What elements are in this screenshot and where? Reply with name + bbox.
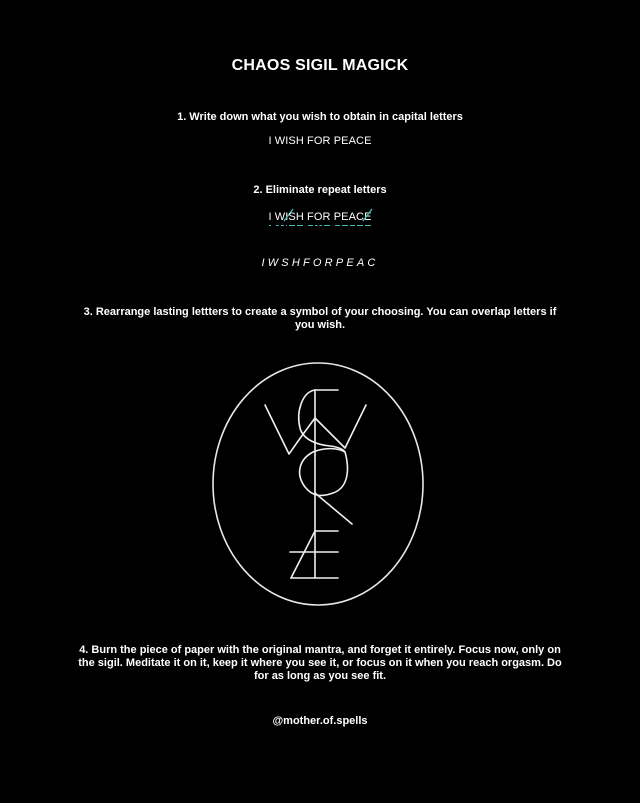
sigil-stroke-o [300,449,348,496]
letter: W [274,211,286,223]
step-2-instruction: 2. Eliminate repeat letters [253,184,387,196]
author-handle: @mother.of.spells [272,715,368,727]
letter: C [356,211,365,223]
step-1-instruction: 1. Write down what you wish to obtain in capital letters [177,111,463,123]
letter: A [348,211,357,223]
letter: I [268,211,272,223]
step-3-instruction: 3. Rearrange lasting lettters to create a symbol of your choosing. You can overlap letters if you wish. [83,306,557,331]
sigil-stroke-s [299,390,345,452]
letter: E [341,211,349,223]
step-1-example: I WISH FOR PEACE [268,135,372,147]
letter: P [333,211,342,223]
sigil-stroke-a [291,531,315,578]
letter: O [313,211,323,223]
sigil-stroke-r [315,493,352,524]
letter: F [307,211,314,223]
letter: H [295,211,304,223]
step-4-instruction: 4. Burn the piece of paper with the original mantra, and forget it entirely. Focus now, only on the sigil. Meditate it on it, keep it where you see it, or focus on it when you reach orgasm. Do for as long as you see fit. [78,644,562,682]
letter: S [288,211,296,223]
page-title: CHAOS SIGIL MAGICK [231,57,409,74]
letter: R [322,211,331,223]
letter: E [364,211,371,223]
letter: I [285,211,288,223]
step-2-result: IWSHFORPEAC [261,257,379,269]
sigil-oval [213,363,423,605]
